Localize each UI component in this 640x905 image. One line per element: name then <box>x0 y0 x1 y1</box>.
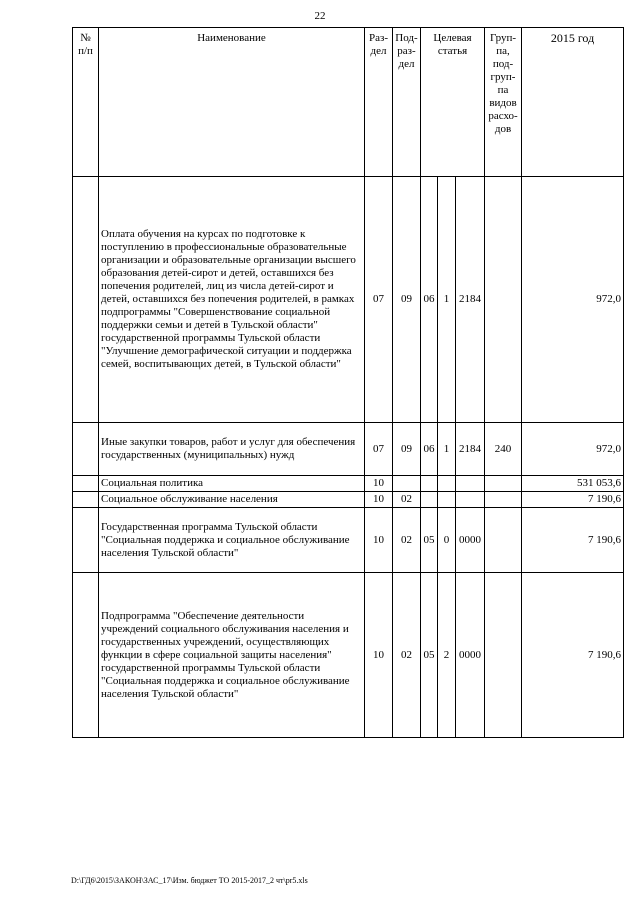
cell-amount: 972,0 <box>522 423 624 476</box>
cell-group <box>485 508 522 573</box>
cell-subsection: 09 <box>393 177 421 423</box>
cell-subsection: 02 <box>393 492 421 508</box>
cell-section: 07 <box>365 177 393 423</box>
cell-article-subprogram: 1 <box>438 423 456 476</box>
cell-article-code: 0000 <box>456 573 485 738</box>
cell-group <box>485 573 522 738</box>
cell-section: 07 <box>365 423 393 476</box>
table-row <box>73 476 624 492</box>
header-section: Раз-дел <box>365 28 393 177</box>
cell-article-subprogram <box>438 492 456 508</box>
cell-section: 10 <box>365 573 393 738</box>
cell-group <box>485 492 522 508</box>
cell-num <box>73 492 99 508</box>
cell-num <box>73 423 99 476</box>
cell-article-subprogram: 0 <box>438 508 456 573</box>
cell-article-subprogram <box>438 476 456 492</box>
cell-amount: 7 190,6 <box>522 573 624 738</box>
cell-subsection: 09 <box>393 423 421 476</box>
cell-article-program <box>421 476 438 492</box>
header-target-article: Целевая статья <box>421 28 485 177</box>
cell-name: Подпрограмма "Обеспечение деятельности учреждений социального обслуживания населения и государственных учреждений, осуществляющих функции в сфере социальной защиты населения" государственной программы Тульской области "Социальная поддержка и социальное обслуживание населения Тульской области" <box>99 573 365 738</box>
cell-name: Оплата обучения на курсах по подготовке к поступлению в профессиональные образовательные организации и образовательные организации высшего образования детей-сирот и детей, оставшихся без попечения родителей, лиц из числа детей-сирот и детей, оставшихся без попечения родителей, в рамках подпрограммы "Совершенствование социальной поддержки семьи и детей в Тульской области" государственной программы Тульской области "Улучшение демографической ситуации и поддержка семей, воспитывающих детей, в Тульской области" <box>99 177 365 423</box>
cell-article-subprogram: 2 <box>438 573 456 738</box>
cell-section: 10 <box>365 476 393 492</box>
header-row <box>73 28 624 177</box>
cell-name: Иные закупки товаров, работ и услуг для обеспечения государственных (муниципальных) нужд <box>99 423 365 476</box>
cell-article-code: 2184 <box>456 177 485 423</box>
cell-name: Социальное обслуживание населения <box>99 492 365 508</box>
cell-subsection: 02 <box>393 508 421 573</box>
cell-amount: 531 053,6 <box>522 476 624 492</box>
cell-name: Государственная программа Тульской области "Социальная поддержка и социальное обслуживание населения Тульской области" <box>99 508 365 573</box>
cell-article-code <box>456 492 485 508</box>
table-row <box>73 177 624 423</box>
page-number: 22 <box>314 10 326 22</box>
cell-subsection <box>393 476 421 492</box>
header-num: № п/п <box>73 28 99 177</box>
cell-amount: 7 190,6 <box>522 508 624 573</box>
cell-article-program: 05 <box>421 573 438 738</box>
header-expense-group: Груп-па, под-груп-па видов расхо-дов <box>485 28 522 177</box>
table-row <box>73 423 624 476</box>
header-name: Наименование <box>99 28 365 177</box>
table-row <box>73 508 624 573</box>
cell-name: Социальная политика <box>99 476 365 492</box>
cell-article-program <box>421 492 438 508</box>
cell-section: 10 <box>365 492 393 508</box>
footer-file-path: D:\ГД6\2015\ЗАКОН\ЗАС_17\Изм. бюджет ТО 2015-2017_2 чт\pr5.xls <box>71 876 308 885</box>
cell-num <box>73 508 99 573</box>
cell-num <box>73 476 99 492</box>
cell-article-program: 06 <box>421 423 438 476</box>
cell-group <box>485 177 522 423</box>
cell-article-program: 05 <box>421 508 438 573</box>
cell-group: 240 <box>485 423 522 476</box>
header-subsection: Под-раз-дел <box>393 28 421 177</box>
cell-article-code <box>456 476 485 492</box>
table-row <box>73 573 624 738</box>
cell-amount: 7 190,6 <box>522 492 624 508</box>
table-row <box>73 492 624 508</box>
cell-section: 10 <box>365 508 393 573</box>
cell-num <box>73 177 99 423</box>
cell-num <box>73 573 99 738</box>
cell-amount: 972,0 <box>522 177 624 423</box>
cell-article-program: 06 <box>421 177 438 423</box>
header-year: 2015 год <box>522 28 624 177</box>
cell-subsection: 02 <box>393 573 421 738</box>
cell-article-subprogram: 1 <box>438 177 456 423</box>
cell-article-code: 2184 <box>456 423 485 476</box>
cell-group <box>485 476 522 492</box>
budget-table <box>72 27 624 738</box>
cell-article-code: 0000 <box>456 508 485 573</box>
